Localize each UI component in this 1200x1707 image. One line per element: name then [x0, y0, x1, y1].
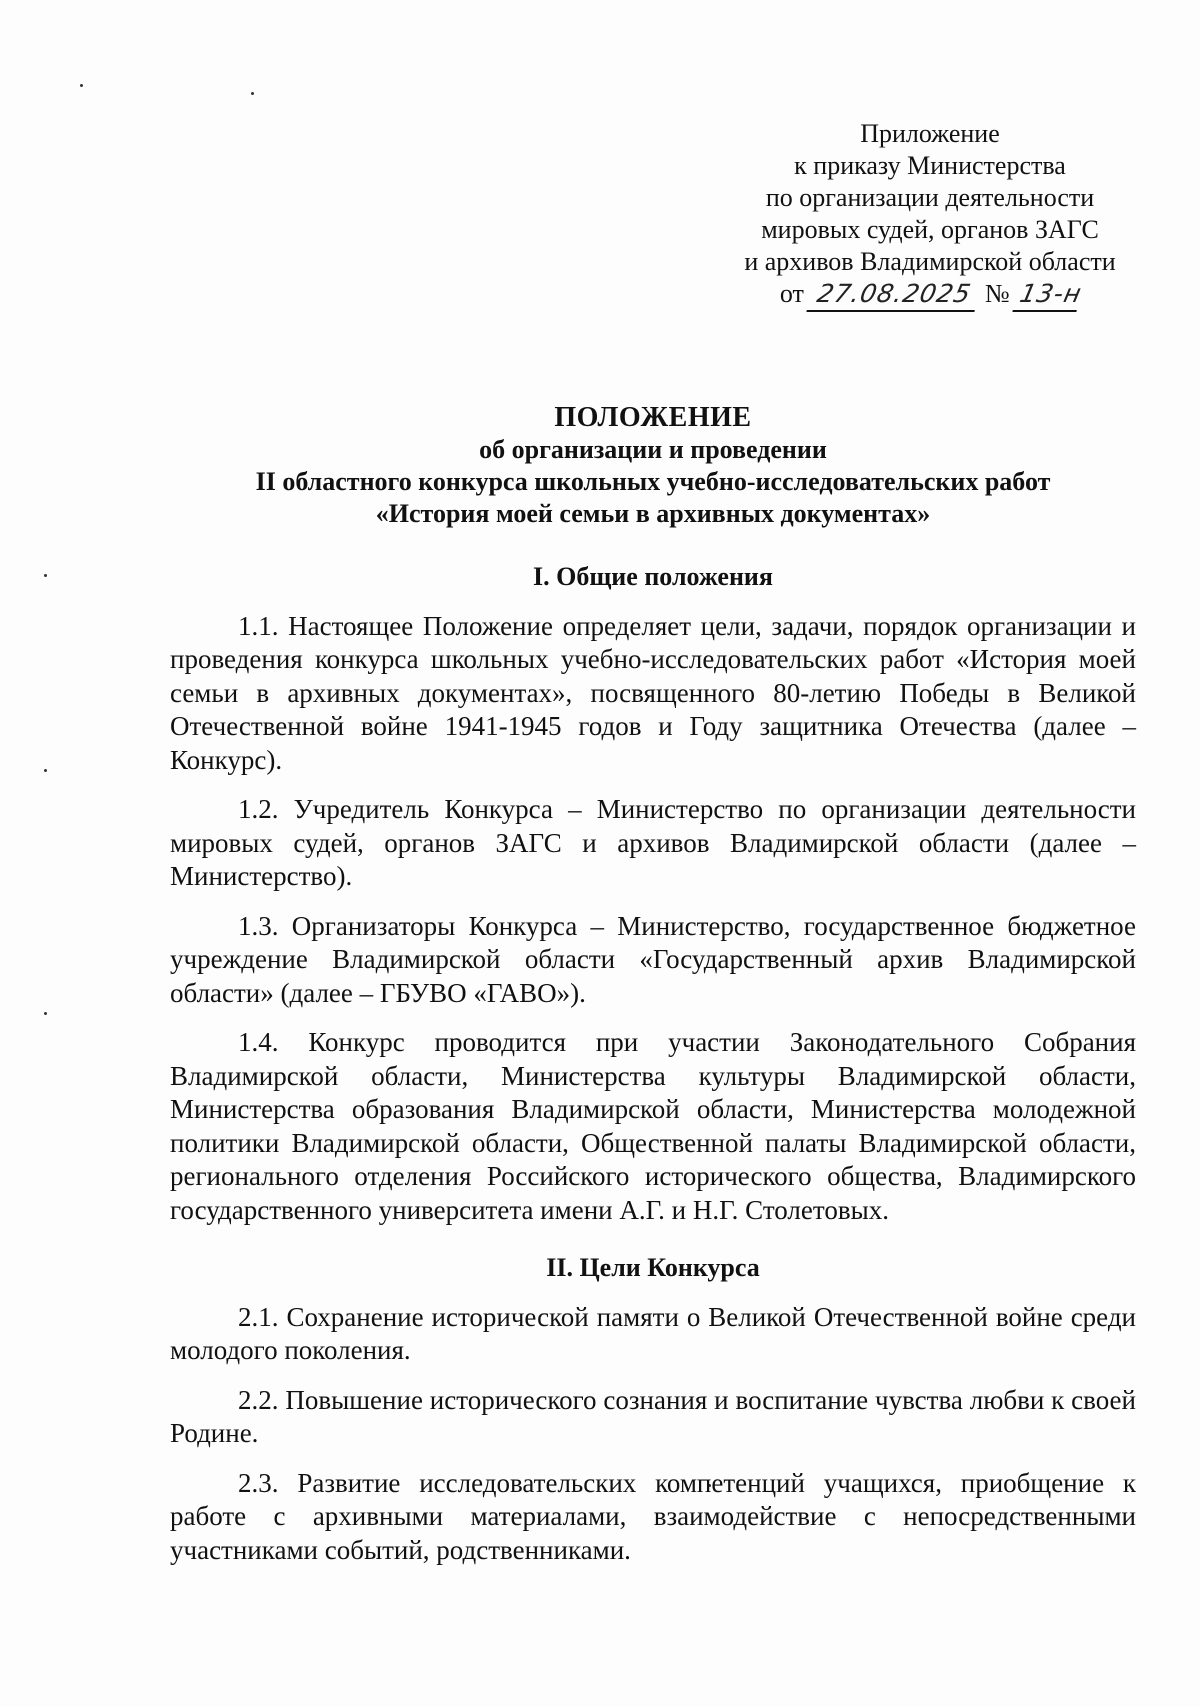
annex-line: по организации деятельности	[765, 183, 1095, 212]
scan-speck	[44, 1012, 47, 1015]
handwritten-number: 13-н	[1013, 278, 1084, 312]
date-prefix: от	[779, 279, 804, 308]
paragraph: 1.3. Организаторы Конкурса – Министерство, государственное бюджетное учреждение Владимирской области «Государственный архив Владимирской области» (далее – ГБУВО «ГАВО»).	[170, 910, 1136, 1008]
number-sign: №	[984, 279, 1010, 308]
annex-line: мировых судей, органов ЗАГС	[761, 215, 1099, 244]
document-body	[170, 560, 1136, 1583]
paragraph: 2.3. Развитие исследовательских компетенций учащихся, приобщение к работе с архивными материалами, взаимодействие с непосредственными участниками событий, родственниками.	[170, 1467, 1136, 1565]
title-line: «История моей семьи в архивных документах»	[375, 499, 931, 528]
document-title	[170, 402, 1136, 530]
scan-speck	[251, 92, 254, 95]
handwritten-date: 27.08.2025	[807, 278, 982, 312]
scan-speck	[44, 574, 47, 577]
paragraph: 2.1. Сохранение исторической памяти о Великой Отечественной войне среди молодого поколения.	[170, 1301, 1136, 1365]
section-heading: II. Цели Конкурса	[546, 1253, 760, 1282]
title-main: ПОЛОЖЕНИЕ	[554, 402, 752, 433]
annex-block	[720, 118, 1140, 312]
annex-line: Приложение	[860, 119, 1000, 148]
section-heading: I. Общие положения	[533, 562, 773, 591]
annex-line: и архивов Владимирской области	[744, 247, 1116, 276]
paragraph: 2.2. Повышение исторического сознания и воспитание чувства любви к своей Родине.	[170, 1384, 1136, 1448]
scan-speck	[44, 769, 47, 772]
paragraph: 1.2. Учредитель Конкурса – Министерство по организации деятельности мировых судей, органов ЗАГС и архивов Владимирской области (далее – Министерство).	[170, 794, 1136, 891]
title-line: об организации и проведении	[479, 435, 827, 464]
paragraph: 1.1. Настоящее Положение определяет цели, задачи, порядок организации и проведения конкурса школьных учебно-исследовательских работ «История моей семьи в архивных документах», посвященного 80-летию Победы в Великой Отечественной войне 1941-1945 годов и Году защитника Отечества (далее – Конкурс).	[170, 610, 1136, 775]
title-line: II областного конкурса школьных учебно-исследовательских работ	[255, 467, 1051, 496]
scan-speck	[80, 84, 83, 87]
paragraph: 1.4. Конкурс проводится при участии Законодательного Собрания Владимирской области, Министерства культуры Владимирской области, Министерства образования Владимирской области, Министерства молодежной политики Владимирской области, Общественной палаты Владимирской области, регионального отделения Российского исторического общества, Владимирского государственного университета имени А.Г. и Н.Г. Столетовых.	[170, 1027, 1136, 1225]
annex-date-number-line	[720, 278, 1140, 312]
annex-line: к приказу Министерства	[794, 151, 1066, 180]
